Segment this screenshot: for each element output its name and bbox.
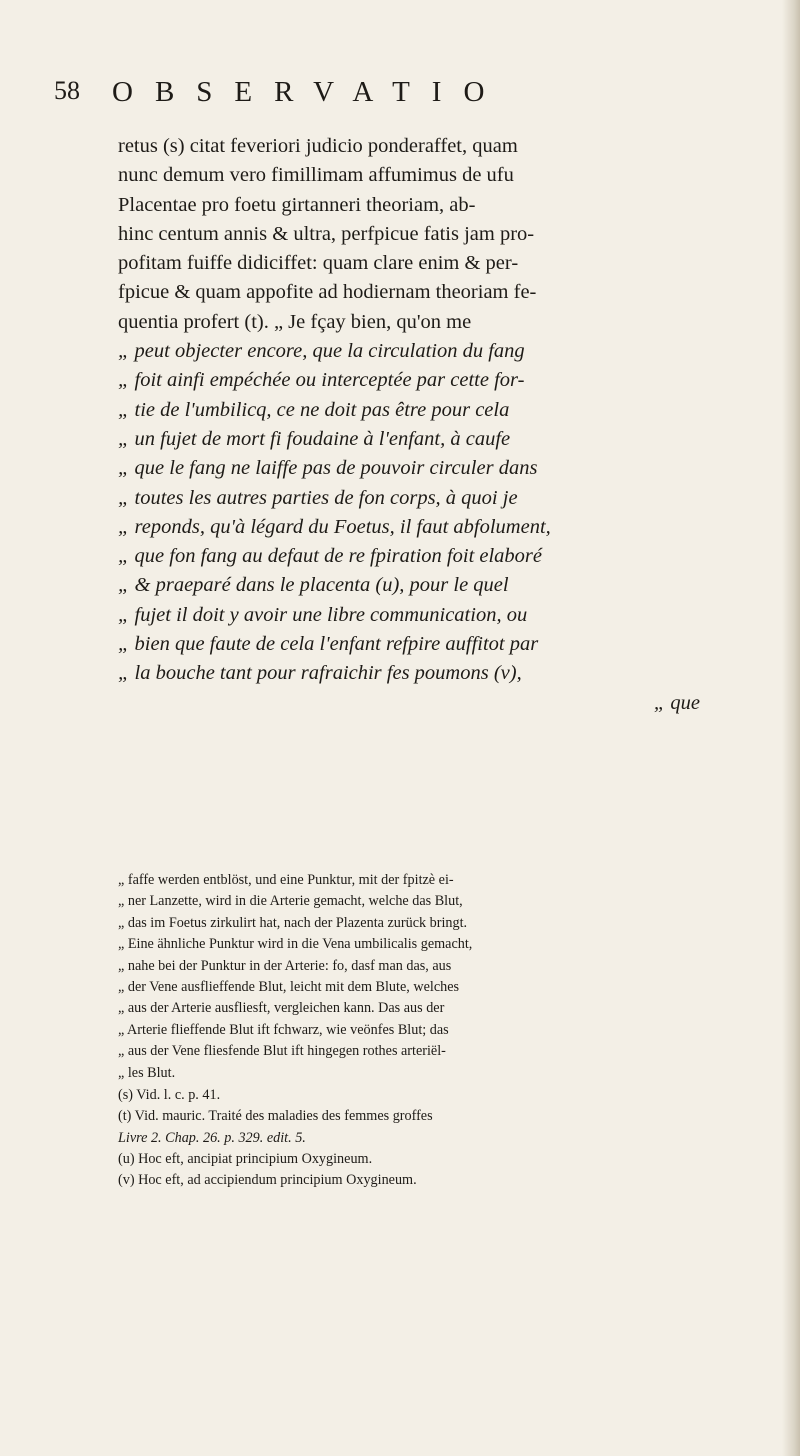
- footnote-line: „ aus der Vene fliesfende Blut ift hingegen rothes arteriël-: [118, 1043, 446, 1060]
- footnote-line: „ das im Foetus zirkulirt hat, nach der Plazenta zurück bringt.: [118, 914, 468, 931]
- footnote-line: „ les Blut.: [118, 1064, 176, 1081]
- quote-line: „ un fujet de mort fi foudaine à l'enfant, à caufe: [118, 427, 511, 450]
- text-line: quentia profert (t). „ Je fçay bien, qu'on me: [118, 310, 472, 333]
- quote-line: „ la bouche tant pour rafraichir fes poumons (v),: [118, 662, 522, 685]
- quote-line: „ tie de l'umbilicq, ce ne doit pas être pour cela: [118, 398, 510, 421]
- quote-line: „ bien que faute de cela l'enfant refpire auffitot par: [118, 633, 539, 656]
- quote-line: „ que fon fang au defaut de re fpiration foit elaboré: [118, 545, 543, 568]
- footnote-line: „ nahe bei der Punktur in der Arterie: fo, dasf man das, aus: [118, 957, 452, 974]
- quote-line: „ fujet il doit y avoir une libre communication, ou: [118, 603, 528, 626]
- text-line: hinc centum annis & ultra, perfpicue fatis jam pro-: [118, 222, 535, 245]
- page-header: [54, 76, 694, 116]
- quote-line: „ que le fang ne laiffe pas de pouvoir circuler dans: [118, 457, 538, 480]
- footnote-line: „ ner Lanzette, wird in die Arterie gemacht, welche das Blut,: [118, 893, 463, 910]
- footnote-u: (u) Hoc eft, ancipiat principium Oxygineum.: [118, 1151, 373, 1168]
- text-line: Placentae pro foetu girtanneri theoriam, ab-: [118, 193, 476, 216]
- text-line: fpicue & quam appofite ad hodiernam theoriam fe-: [118, 281, 537, 304]
- footnote-s: (s) Vid. l. c. p. 41.: [118, 1086, 221, 1103]
- running-head: OBSERVATIO: [112, 76, 507, 108]
- footnote-v: (v) Hoc eft, ad accipiendum principium Oxygineum.: [118, 1172, 417, 1189]
- text-line: nunc demum vero fimillimam affumimus de ufu: [118, 164, 514, 187]
- footnote-line: „ Arterie flieffende Blut ift fchwarz, wie veönfes Blut; das: [118, 1021, 449, 1038]
- footnotes: [118, 870, 718, 1192]
- page-edge-shadow: [782, 0, 800, 1456]
- quote-line: „ toutes les autres parties de fon corps, à quoi je: [118, 486, 518, 509]
- footnote-line: „ faffe werden entblöst, und eine Punktur, mit der fpitzè ei-: [118, 872, 454, 888]
- quote-line: „ & praeparé dans le placenta (u), pour le quel: [118, 574, 509, 597]
- quote-line: „ foit ainfi empéchée ou interceptée par cette for-: [118, 369, 525, 392]
- text-line: retus (s) citat feveriori judicio ponderaffet, quam: [118, 135, 518, 157]
- catchword: „ que: [653, 691, 700, 714]
- quote-line: „ peut objecter encore, que la circulation du fang: [118, 340, 525, 363]
- footnote-line: „ aus der Arterie ausfliesft, vergleichen kann. Das aus der: [118, 1000, 445, 1017]
- footnote-t: (t) Vid. mauric. Traité des maladies des femmes groffes: [118, 1108, 433, 1125]
- text-line: pofitam fuiffe didiciffet: quam clare enim & per-: [118, 252, 519, 275]
- quote-line: „ reponds, qu'à légard du Foetus, il faut abfolument,: [118, 515, 551, 538]
- footnote-line: „ der Vene ausflieffende Blut, leicht mit dem Blute, welches: [118, 978, 460, 995]
- page-number: 58: [54, 76, 80, 105]
- footnote-t-continued: Livre 2. Chap. 26. p. 329. edit. 5.: [118, 1129, 306, 1146]
- footnote-line: „ Eine ähnliche Punktur wird in die Vena umbilicalis gemacht,: [118, 936, 473, 953]
- main-text: [118, 132, 718, 718]
